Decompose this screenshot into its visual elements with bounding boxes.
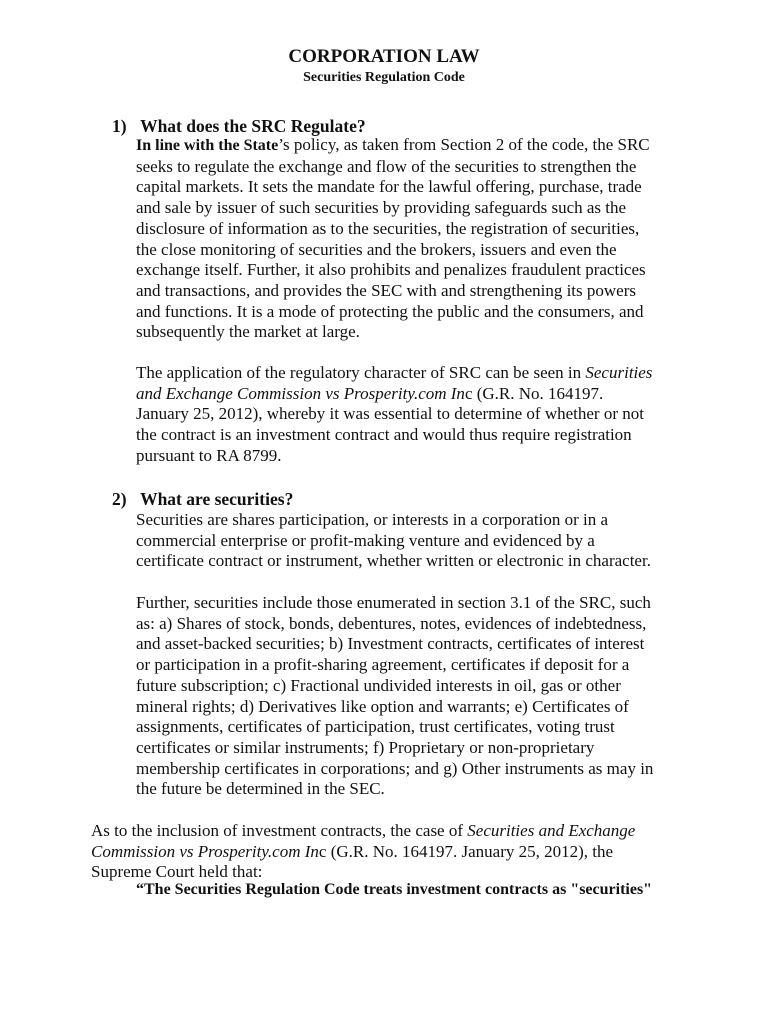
line-text: The application of the regulatory character of SRC can be seen in [136, 363, 586, 382]
paragraph-line: the future be determined in the SEC. [136, 779, 385, 799]
paragraph-line: the contract is an investment contract and would thus require registration [136, 425, 632, 445]
section-2-heading [112, 488, 293, 510]
section-2-paragraph-2 [136, 593, 676, 800]
section-2-paragraph-1 [136, 510, 676, 572]
closing-paragraph [91, 821, 681, 883]
paragraph-line: certificate contract or instrument, whether written or electronic in character. [136, 551, 651, 571]
section-1-paragraph-1 [136, 135, 676, 343]
paragraph-line: or participation in a profit-sharing agreement, certificates if deposit for a [136, 655, 630, 675]
paragraph-line [136, 384, 676, 405]
paragraph-line: and transactions, and provides the SEC with and strengthening its powers [136, 280, 636, 300]
case-name: and Exchange Commission vs Prosperity.com In [136, 383, 465, 403]
line-text: ’s policy, as taken from Section 2 of the code, the SRC [278, 135, 650, 154]
document-subtitle: Securities Regulation Code [303, 70, 465, 85]
paragraph-line: Further, securities include those enumerated in section 3.1 of the SRC, such [136, 593, 651, 612]
line-text: As to the inclusion of investment contracts, the case of [91, 821, 468, 840]
line-text: c (G.R. No. 164197. [464, 383, 604, 403]
document-title: CORPORATION LAW [288, 46, 480, 67]
section-2-number: 2) [112, 489, 127, 509]
paragraph-line: as: a) Shares of stock, bonds, debentures, notes, evidences of indebtedness, [136, 613, 647, 633]
paragraph-line: commercial enterprise or profit-making venture and evidenced by a [136, 530, 595, 550]
paragraph-line [91, 821, 681, 842]
paragraph-line: pursuant to RA 8799. [136, 445, 282, 465]
case-name: Securities and Exchange [467, 821, 636, 840]
paragraph-line: capital markets. It sets the mandate for the lawful offering, purchase, trade [136, 177, 642, 197]
paragraph-line: and sale by issuer of such securities by providing safeguards such as the [136, 198, 627, 218]
lead-phrase: In line with the State [136, 137, 279, 154]
paragraph-line: Supreme Court held that: [91, 862, 263, 882]
section-1-title: What does the SRC Regulate? [140, 116, 366, 136]
paragraph-line: certificates or similar instruments; f) Proprietary or non-proprietary [136, 737, 595, 757]
section-1-paragraph-2 [136, 363, 676, 467]
paragraph-line: January 25, 2012), whereby it was essential to determine of whether or not [136, 404, 644, 424]
section-2-title: What are securities? [140, 489, 294, 509]
paragraph-line: and functions. It is a mode of protecting the public and the consumers, and [136, 301, 644, 321]
paragraph-line: seeks to regulate the exchange and flow of the securities to strengthen the [136, 156, 637, 176]
paragraph-line: and asset-backed securities; b) Investment contracts, certificates of interest [136, 634, 645, 654]
paragraph-line: membership certificates in corporations; and g) Other instruments as may in [136, 758, 654, 778]
paragraph-line: disclosure of information as to the securities, the registration of securities, [136, 218, 640, 238]
paragraph-line [136, 135, 676, 157]
court-quote: “The Securities Regulation Code treats investment contracts as "securities" [136, 881, 653, 898]
section-1-number: 1) [112, 116, 127, 136]
paragraph-line: exchange itself. Further, it also prohibits and penalizes fraudulent practices [136, 260, 646, 280]
paragraph-line [136, 363, 676, 384]
line-text: c (G.R. No. 164197. January 25, 2012), the [318, 841, 614, 861]
paragraph-line: future subscription; c) Fractional undivided interests in oil, gas or other [136, 675, 621, 695]
paragraph-line: subsequently the market at large. [136, 322, 360, 342]
case-name: Securities [585, 363, 653, 382]
paragraph-line: assignments, certificates of participation, trust certificates, voting trust [136, 717, 615, 737]
case-name: Commission vs Prosperity.com In [91, 841, 319, 861]
paragraph-line: Securities are shares participation, or interests in a corporation or in a [136, 510, 609, 529]
paragraph-line [91, 842, 681, 863]
paragraph-line: mineral rights; d) Derivatives like option and warrants; e) Certificates of [136, 696, 629, 716]
section-1-heading [112, 115, 366, 137]
paragraph-line: the close monitoring of securities and the brokers, issuers and even the [136, 239, 617, 259]
